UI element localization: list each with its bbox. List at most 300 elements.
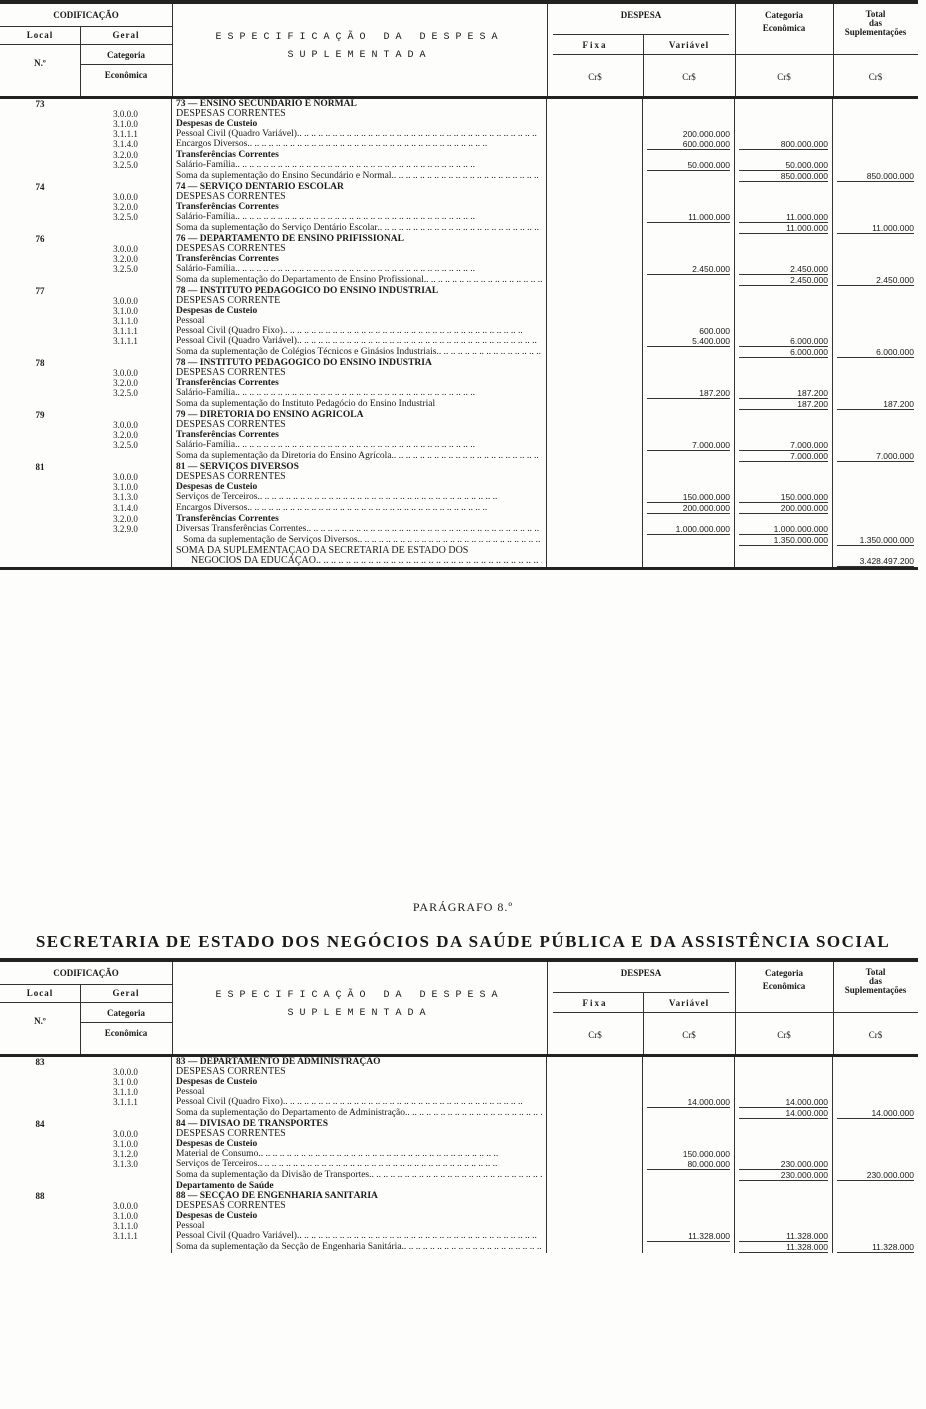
fixa-value — [551, 399, 638, 409]
currency-variavel: Cr$ — [682, 1030, 696, 1040]
empty-cell — [647, 368, 730, 378]
specification-text: DESPESAS CORRENTES — [176, 1129, 286, 1139]
empty-cell — [647, 347, 730, 357]
table-row — [0, 462, 918, 472]
specification-text: Soma da suplementação do Instituto Pedagócio do Ensino Industrial — [176, 399, 436, 409]
geral-label: Geral — [112, 988, 140, 998]
specification-text: Encargos Diversos .. .. — [176, 503, 542, 513]
specification-text: Despesas de Custeio — [176, 306, 258, 316]
table-row — [0, 1067, 918, 1077]
category-code: 3.1.0.0 — [113, 1139, 138, 1149]
fixa-value — [551, 296, 638, 306]
currency-total: Cr$ — [868, 1030, 883, 1040]
empty-cell — [647, 1191, 730, 1201]
unit-heading: 88 — SECÇÃO DE ENGENHARIA SANITÁRIA — [176, 1191, 378, 1201]
specification-text: DESPESAS CORRENTES — [176, 472, 286, 482]
fixa-value — [551, 388, 638, 398]
empty-cell — [647, 1181, 730, 1191]
empty-cell — [837, 1077, 914, 1087]
category-code: 3.0.0.0 — [113, 472, 138, 482]
empty-cell — [84, 1181, 167, 1191]
category-code: 3.2.5.0 — [113, 264, 138, 274]
empty-cell — [837, 182, 914, 192]
specification-text: Despesas de Custeio — [176, 119, 258, 129]
empty-cell — [739, 556, 828, 566]
specification-text: Soma da suplementação de Serviços Diversos .. .. — [176, 535, 542, 545]
empty-cell — [4, 1149, 76, 1159]
category-code: 3.0.0.0 — [113, 420, 138, 430]
empty-cell — [4, 1129, 76, 1139]
fixa-value — [551, 223, 638, 233]
empty-cell — [739, 1221, 828, 1231]
specification-text: Pessoal Civil (Quadro Variável) .. .. — [176, 129, 542, 139]
fixa-value — [551, 503, 638, 513]
empty-cell — [647, 1221, 730, 1231]
unit-heading: 74 — SERVIÇO DENTARIO ESCOLAR — [176, 182, 344, 192]
category-code: 3.1.4.0 — [113, 503, 138, 513]
fixa-value — [551, 472, 638, 482]
table-row — [0, 546, 918, 567]
local-number: 73 — [35, 99, 45, 109]
dot-leader — [235, 440, 542, 450]
category-code: 3.0.0.0 — [113, 1129, 138, 1139]
specification-text: Despesas de Custeio — [176, 1211, 258, 1221]
empty-cell — [4, 244, 76, 254]
empty-cell — [837, 358, 914, 368]
table-row — [0, 1119, 918, 1129]
empty-cell — [84, 410, 167, 420]
dot-leader — [283, 326, 542, 336]
empty-cell — [4, 482, 76, 492]
empty-cell — [739, 482, 828, 492]
empty-cell — [4, 264, 76, 274]
dot-leader — [297, 336, 542, 346]
empty-cell — [739, 1129, 828, 1139]
variavel-value: 1.000.000.000 — [647, 524, 730, 535]
table-row — [0, 430, 918, 451]
empty-cell — [647, 182, 730, 192]
table-row — [0, 451, 918, 462]
total-value: 6.000.000 — [837, 347, 914, 358]
specification-text: Encargos Diversos .. .. — [176, 139, 542, 149]
empty-cell — [837, 1191, 914, 1201]
dot-leader — [247, 139, 542, 149]
empty-cell — [739, 514, 828, 524]
empty-cell — [647, 546, 730, 556]
fixa-value — [551, 99, 638, 109]
empty-cell — [647, 1067, 730, 1077]
local-number: 74 — [35, 182, 45, 192]
empty-cell — [739, 182, 828, 192]
dot-leader — [297, 1231, 542, 1241]
fixa-value — [551, 492, 638, 502]
spec-title-line2: SUPLEMENTADA — [287, 1008, 432, 1019]
empty-cell — [647, 150, 730, 160]
category-code: 3.2.0.0 — [113, 514, 138, 524]
category-code: 3.0.0.0 — [113, 192, 138, 202]
local-number: 77 — [35, 286, 45, 296]
empty-cell — [837, 1129, 914, 1139]
empty-cell — [837, 1067, 914, 1077]
category-code: 3.1.1.1 — [113, 336, 138, 346]
fixa-value — [551, 1170, 638, 1180]
specification-text: Material de Consumo .. .. — [176, 1149, 542, 1159]
variavel-value: 5.400.000 — [647, 336, 730, 347]
categoria-value: 7.000.000 — [739, 440, 828, 451]
specification-text: DESPESAS CORRENTE — [176, 296, 281, 306]
specification-text: Despesas de Custeio — [176, 482, 258, 492]
currency-total: Cr$ — [868, 72, 883, 82]
empty-cell — [4, 139, 76, 149]
paragraph-heading: PARÁGRAFO 8.º — [412, 900, 514, 914]
category-code: 3.2.5.0 — [113, 160, 138, 170]
empty-cell — [647, 202, 730, 212]
table-header — [0, 962, 918, 1057]
table-row — [0, 244, 918, 254]
empty-cell — [647, 556, 730, 566]
fixa-value — [551, 556, 638, 566]
table-row — [0, 202, 918, 223]
fixa-value — [551, 1231, 638, 1241]
table-row — [0, 1201, 918, 1211]
table-row — [0, 1077, 918, 1108]
table-row — [0, 99, 918, 109]
empty-cell — [837, 234, 914, 244]
category-code: 3.2.0.0 — [113, 202, 138, 212]
specification-text: Soma da suplementação da Diretoria do Ensino Agrícola .. .. — [176, 451, 542, 461]
category-code: 3.1.1.1 — [113, 129, 138, 139]
categoria-value: 200.000.000 — [739, 503, 828, 514]
empty-cell — [837, 472, 914, 482]
fixa-value — [551, 171, 638, 181]
empty-cell — [837, 1119, 914, 1129]
despesa-label: DESPESA — [620, 968, 662, 978]
empty-cell — [647, 1211, 730, 1221]
empty-cell — [647, 410, 730, 420]
categoria-value: 800.000.000 — [739, 139, 828, 150]
empty-cell — [84, 171, 167, 181]
table-row — [0, 1191, 918, 1201]
dot-leader — [437, 347, 543, 357]
empty-cell — [647, 254, 730, 264]
category-code: 3.0.0.0 — [113, 296, 138, 306]
fixa-value — [551, 1242, 638, 1252]
empty-cell — [4, 378, 76, 388]
empty-cell — [837, 546, 914, 556]
variavel-value: 11.000.000 — [647, 212, 730, 223]
numero-label: N.º — [34, 1016, 46, 1026]
empty-cell — [647, 1129, 730, 1139]
empty-cell — [837, 244, 914, 254]
empty-cell — [647, 275, 730, 285]
variavel-value: 7.000.000 — [647, 440, 730, 451]
empty-cell — [837, 440, 914, 450]
fixa-value — [551, 139, 638, 149]
categoria-label: Categoria — [107, 1008, 145, 1018]
specification-text: Pessoal Civil (Quadro Fixo) .. .. — [176, 1097, 542, 1107]
empty-cell — [739, 472, 828, 482]
unit-heading: 76 — DEPARTAMENTO DE ENSINO PRIFISSIONAL — [176, 234, 404, 244]
local-number: 84 — [35, 1119, 45, 1129]
categoria-value: 14.000.000 — [739, 1108, 828, 1119]
specification-text: DESPESAS CORRENTES — [176, 1067, 286, 1077]
specification-text: Serviços de Terceiros .. .. — [176, 492, 542, 502]
empty-cell — [647, 514, 730, 524]
empty-cell — [647, 378, 730, 388]
codificacao-label: CODIFICAÇÃO — [53, 10, 119, 20]
fixa-value — [551, 430, 638, 440]
currency-categoria: Cr$ — [777, 72, 791, 82]
specification-text: Pessoal Civil (Quadro Variável) .. .. — [176, 336, 542, 346]
category-code: 3.1.2.0 — [113, 1149, 138, 1159]
specification-text: Pessoal — [176, 1221, 205, 1231]
empty-cell — [837, 316, 914, 326]
fixa-value — [551, 202, 638, 212]
empty-cell — [84, 275, 167, 285]
empty-cell — [4, 1181, 76, 1191]
empty-cell — [837, 524, 914, 534]
empty-cell — [4, 347, 76, 357]
empty-cell — [739, 1191, 828, 1201]
empty-cell — [837, 482, 914, 492]
category-code: 3.0.0.0 — [113, 109, 138, 119]
specification-text: Pessoal Civil (Quadro Variável) .. .. — [176, 1231, 542, 1241]
currency-variavel: Cr$ — [682, 72, 696, 82]
category-code: 3.0.0.0 — [113, 1201, 138, 1211]
variavel-label: Variável — [668, 40, 710, 50]
empty-cell — [837, 1149, 914, 1159]
empty-cell — [739, 546, 828, 556]
total-value: 11.328.000 — [837, 1242, 914, 1253]
category-code: 3.1.1.0 — [113, 1087, 138, 1097]
specification-text: Diversas Transferências Correntes .. .. — [176, 524, 542, 534]
fixa-value — [551, 326, 638, 336]
category-code: 3.2.0.0 — [113, 378, 138, 388]
category-code: 3.1.1.0 — [113, 316, 138, 326]
specification-text: Transferências Correntes — [176, 202, 279, 212]
empty-cell — [837, 119, 914, 129]
table-row — [0, 378, 918, 399]
empty-cell — [84, 1108, 167, 1118]
empty-cell — [647, 1139, 730, 1149]
categoria-value: 11.000.000 — [739, 212, 828, 223]
fixa-value — [551, 482, 638, 492]
specification-text: Transferências Correntes — [176, 254, 279, 264]
empty-cell — [4, 556, 76, 566]
empty-cell — [837, 286, 914, 296]
empty-cell — [647, 244, 730, 254]
empty-cell — [4, 1170, 76, 1180]
empty-cell — [4, 160, 76, 170]
total-label: Total das Suplementações — [844, 967, 907, 995]
table-row — [0, 1129, 918, 1139]
empty-cell — [837, 212, 914, 222]
categoria-value: 6.000.000 — [739, 336, 828, 347]
fixa-value — [551, 440, 638, 450]
categoria-value: 187.200 — [739, 399, 828, 410]
specification-text: Soma da suplementação do Departamento de Ensino Profissional .. .. — [176, 275, 542, 285]
specification-text: NEGÓCIOS DA EDUCAÇÃO .. .. — [176, 556, 542, 566]
geral-label: Geral — [112, 30, 140, 40]
fixa-value — [551, 410, 638, 420]
empty-cell — [837, 1057, 914, 1067]
categoria-value: 6.000.000 — [739, 347, 828, 358]
fixa-value — [551, 119, 638, 129]
specification-text: Departamento de Saúde — [176, 1181, 274, 1191]
empty-cell — [647, 223, 730, 233]
empty-cell — [739, 410, 828, 420]
empty-cell — [4, 171, 76, 181]
table-body — [0, 99, 918, 570]
empty-cell — [739, 1201, 828, 1211]
categoria-economica-label-1: Categoria — [765, 10, 803, 20]
dot-leader — [235, 160, 542, 170]
categoria-value: 7.000.000 — [739, 451, 828, 462]
dot-leader — [424, 275, 542, 285]
empty-cell — [4, 1159, 76, 1169]
empty-cell — [739, 378, 828, 388]
table-row — [0, 109, 918, 119]
empty-cell — [837, 192, 914, 202]
category-code: 3.1.0.0 — [113, 482, 138, 492]
specification-text: Salário-Família .. .. — [176, 160, 542, 170]
total-value: 14.000.000 — [837, 1108, 914, 1119]
specification-text: DESPESAS CORRENTES — [176, 368, 286, 378]
empty-cell — [4, 129, 76, 139]
specification-text: Transferências Correntes — [176, 514, 279, 524]
fixa-value — [551, 160, 638, 170]
table-row — [0, 358, 918, 368]
empty-cell — [739, 1067, 828, 1077]
specification-text: DESPESAS CORRENTES — [176, 1201, 286, 1211]
empty-cell — [4, 296, 76, 306]
empty-cell — [84, 1119, 167, 1129]
empty-cell — [84, 182, 167, 192]
unit-heading: 81 — SERVIÇOS DIVERSOS — [176, 462, 299, 472]
empty-cell — [84, 1170, 167, 1180]
empty-cell — [4, 1201, 76, 1211]
fixa-value — [551, 336, 638, 346]
empty-cell — [4, 451, 76, 461]
empty-cell — [647, 296, 730, 306]
empty-cell — [837, 420, 914, 430]
fixa-value — [551, 546, 638, 556]
fixa-value — [551, 1108, 638, 1118]
fixa-value — [551, 1149, 638, 1159]
empty-cell — [4, 430, 76, 440]
empty-cell — [837, 1201, 914, 1211]
empty-cell — [84, 99, 167, 109]
empty-cell — [837, 430, 914, 440]
empty-cell — [837, 202, 914, 212]
category-code: 3.2.0.0 — [113, 254, 138, 264]
empty-cell — [647, 1242, 730, 1252]
dot-leader — [358, 535, 542, 545]
table-row — [0, 410, 918, 420]
empty-cell — [739, 1119, 828, 1129]
specification-text: DESPESAS CORRENTES — [176, 109, 286, 119]
category-code: 3.2.0.0 — [113, 150, 138, 160]
empty-cell — [647, 472, 730, 482]
empty-cell — [647, 316, 730, 326]
specification-text: Soma da suplementação do Ensino Secundário e Normal .. .. — [176, 171, 542, 181]
empty-cell — [837, 1087, 914, 1097]
empty-cell — [4, 388, 76, 398]
specification-text: Soma da suplementação da Divisão de Transportes .. .. — [176, 1170, 542, 1180]
category-code: 3.1.0.0 — [113, 119, 138, 129]
dot-leader — [405, 1108, 542, 1118]
empty-cell — [837, 139, 914, 149]
table-row — [0, 1108, 918, 1119]
spec-title-line2: SUPLEMENTADA — [287, 50, 432, 61]
specification-text: Transferências Correntes — [176, 378, 279, 388]
categoria-economica-label-1: Categoria — [765, 968, 803, 978]
table-row — [0, 182, 918, 192]
specification-text: Salário-Família .. .. — [176, 388, 542, 398]
local-number: 76 — [35, 234, 45, 244]
fixa-value — [551, 1057, 638, 1067]
empty-cell — [739, 1087, 828, 1097]
economica-label: Econômica — [104, 1028, 148, 1038]
categoria-value: 11.328.000 — [739, 1242, 828, 1253]
empty-cell — [84, 535, 167, 545]
category-code: 3.1.1.1 — [113, 1231, 138, 1241]
dot-leader — [392, 171, 542, 181]
empty-cell — [4, 399, 76, 409]
education-supplement-table — [0, 0, 918, 570]
economica-label: Econômica — [104, 70, 148, 80]
empty-cell — [4, 503, 76, 513]
specification-text: SOMA DA SUPLEMENTAÇAO DA SECRETARIA DE ESTADO DOS — [176, 546, 469, 556]
empty-cell — [4, 368, 76, 378]
empty-cell — [837, 1159, 914, 1169]
category-code: 3.1.3.0 — [113, 492, 138, 502]
empty-cell — [647, 535, 730, 545]
unit-heading: 78 — INSTITUTO PEDAGOGICO DO ENSINO INDUSTRIA — [176, 358, 432, 368]
empty-cell — [647, 451, 730, 461]
table-row — [0, 1242, 918, 1253]
empty-cell — [4, 202, 76, 212]
empty-cell — [84, 347, 167, 357]
empty-cell — [4, 1231, 76, 1241]
empty-cell — [4, 223, 76, 233]
empty-cell — [4, 1097, 76, 1107]
unit-heading: 83 — DEPARTAMENTO DE ADMINISTRAÇAO — [176, 1057, 381, 1067]
empty-cell — [837, 1181, 914, 1191]
fixa-value — [551, 1191, 638, 1201]
specification-text: DESPESAS CORRENTES — [176, 244, 286, 254]
categoria-value: 187.200 — [739, 388, 828, 399]
table-row — [0, 347, 918, 358]
categoria-value: 1.350.000.000 — [739, 535, 828, 546]
category-code: 3.1.3.0 — [113, 1159, 138, 1169]
empty-cell — [84, 1057, 167, 1067]
table-row — [0, 368, 918, 378]
specification-text: Pessoal — [176, 316, 205, 326]
empty-cell — [739, 109, 828, 119]
category-code: 3.1.4.0 — [113, 139, 138, 149]
fixa-value — [551, 192, 638, 202]
empty-cell — [837, 264, 914, 274]
variavel-value: 200.000.000 — [682, 129, 730, 139]
specification-text: Despesas de Custeio — [176, 1077, 258, 1087]
dot-leader — [392, 451, 542, 461]
empty-cell — [4, 150, 76, 160]
health-supplement-table — [0, 958, 918, 1253]
empty-cell — [4, 326, 76, 336]
empty-cell — [647, 462, 730, 472]
empty-cell — [4, 1077, 76, 1087]
